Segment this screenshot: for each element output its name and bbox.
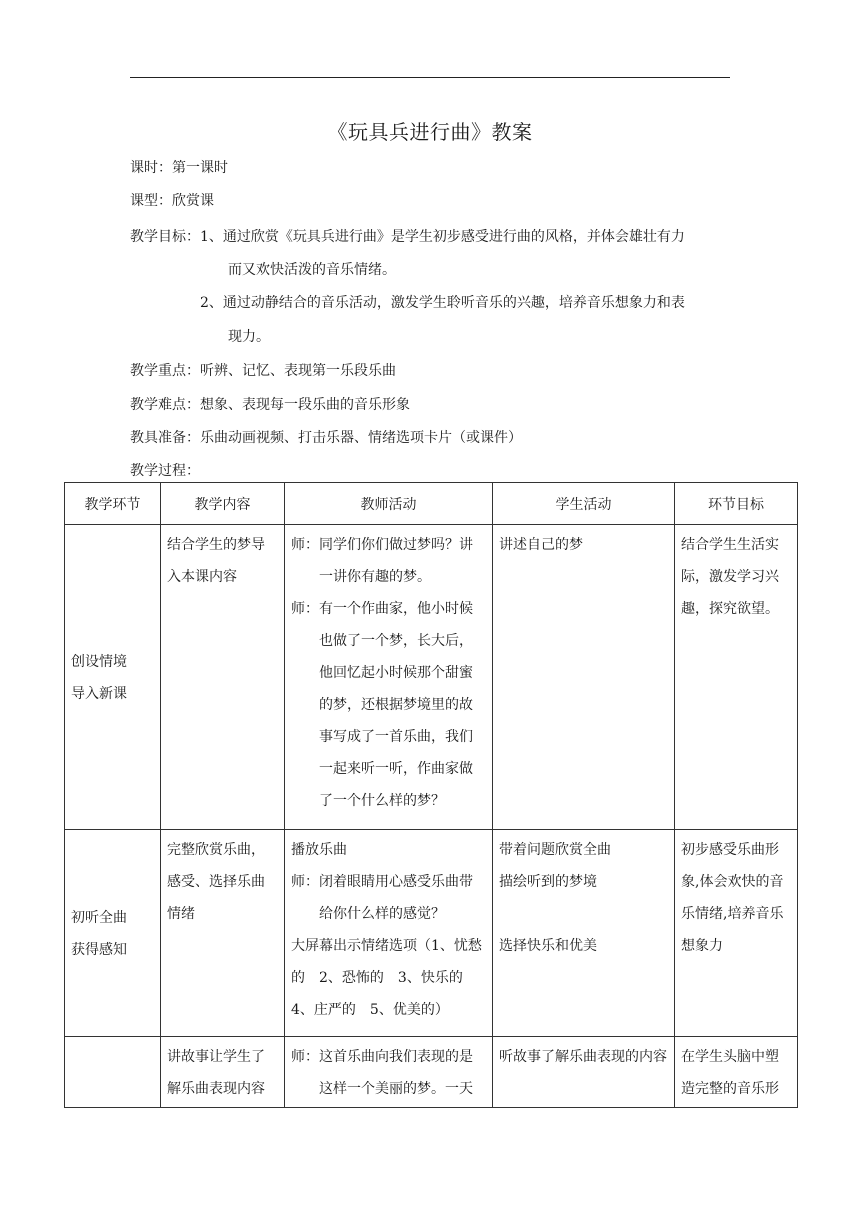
row2-stage	[65, 830, 161, 1037]
row1-teacher-p2: 师：有一个作曲家，他小时候也做了一个梦，长大后，他回忆起小时候那个甜蜜的梦，还根据梦境里的故事写成了一首乐曲，我们一起来听一听，作曲家做了一个什么样的梦？	[291, 601, 473, 809]
row1-student	[493, 525, 675, 830]
goal-2-line-2: 现力。	[228, 329, 270, 345]
row2-stage-line-1: 初听全曲	[71, 910, 127, 926]
row2-student-p2: 描绘听到的梦境	[499, 874, 597, 890]
lesson-time: 课时：第一课时	[130, 160, 228, 176]
goal-2-line-1: 2、通过动静结合的音乐活动，激发学生聆听音乐的兴趣，培养音乐想象力和表	[200, 295, 685, 311]
table-row	[65, 1037, 798, 1108]
row2-content: 完整欣赏乐曲，感受、选择乐曲情绪	[161, 830, 285, 1037]
header-student: 学生活动	[493, 483, 675, 525]
row3-student-p1: 听故事了解乐曲表现的内容	[499, 1049, 667, 1065]
goal-1-line-2: 而又欢快活泼的音乐情绪。	[228, 262, 396, 278]
row2-student-p1: 带着问题欣赏全曲	[499, 842, 611, 858]
row1-teacher	[285, 525, 493, 830]
table-header-row	[65, 483, 798, 525]
table-row	[65, 830, 798, 1037]
row3-stage	[65, 1037, 161, 1108]
row1-goal: 结合学生生活实际，激发学习兴趣，探究欲望。	[675, 525, 798, 830]
header-teacher: 教师活动	[285, 483, 493, 525]
row1-stage-line-1: 创设情境	[71, 654, 127, 670]
header-content: 教学内容	[161, 483, 285, 525]
row3-teacher	[285, 1037, 493, 1108]
row3-teacher-p1: 师：这首乐曲向我们表现的是这样一个美丽的梦。一天	[291, 1049, 473, 1097]
row2-teacher-p2: 师：闭着眼睛用心感受乐曲带给你什么样的感觉？	[291, 874, 473, 922]
goal-label: 教学目标：	[130, 229, 200, 245]
difficulty: 教学难点：想象、表现每一段乐曲的音乐形象	[130, 397, 410, 413]
header-goal: 环节目标	[675, 483, 798, 525]
row1-content: 结合学生的梦导入本课内容	[161, 525, 285, 830]
row1-stage-line-2: 导入新课	[71, 686, 127, 702]
row2-teacher-p3: 大屏幕出示情绪选项（1、忧愁的 2、恐怖的 3、快乐的 4、庄严的 5、优美的）	[291, 938, 482, 1018]
materials: 教具准备：乐曲动画视频、打击乐器、情绪选项卡片（或课件）	[130, 430, 522, 446]
row2-student	[493, 830, 675, 1037]
row3-student	[493, 1037, 675, 1108]
row1-teacher-p1: 师：同学们你们做过梦吗？讲一讲你有趣的梦。	[291, 537, 473, 585]
lesson-type: 课型：欣赏课	[130, 193, 214, 209]
process-label: 教学过程：	[130, 463, 200, 479]
header-stage: 教学环节	[65, 483, 161, 525]
goal-1-line-1: 1、通过欣赏《玩具兵进行曲》是学生初步感受进行曲的风格，并体会雄壮有力	[200, 229, 685, 245]
row2-student-spacer	[499, 898, 668, 930]
row2-goal: 初步感受乐曲形象,体会欢快的音乐情绪,培养音乐想象力	[675, 830, 798, 1037]
key-point: 教学重点：听辨、记忆、表现第一乐段乐曲	[130, 363, 396, 379]
table-row	[65, 525, 798, 830]
row2-teacher	[285, 830, 493, 1037]
row3-content: 讲故事让学生了解乐曲表现内容	[161, 1037, 285, 1108]
row1-stage	[65, 525, 161, 830]
row2-student-p3: 选择快乐和优美	[499, 938, 597, 954]
page-title: 《玩具兵进行曲》教案	[327, 120, 533, 144]
row3-goal: 在学生头脑中塑造完整的音乐形	[675, 1037, 798, 1108]
top-rule	[130, 77, 730, 78]
row2-teacher-p1: 播放乐曲	[291, 842, 347, 858]
lesson-table	[64, 482, 798, 1108]
row2-stage-line-2: 获得感知	[71, 942, 127, 958]
row1-student-p1: 讲述自己的梦	[499, 537, 583, 553]
